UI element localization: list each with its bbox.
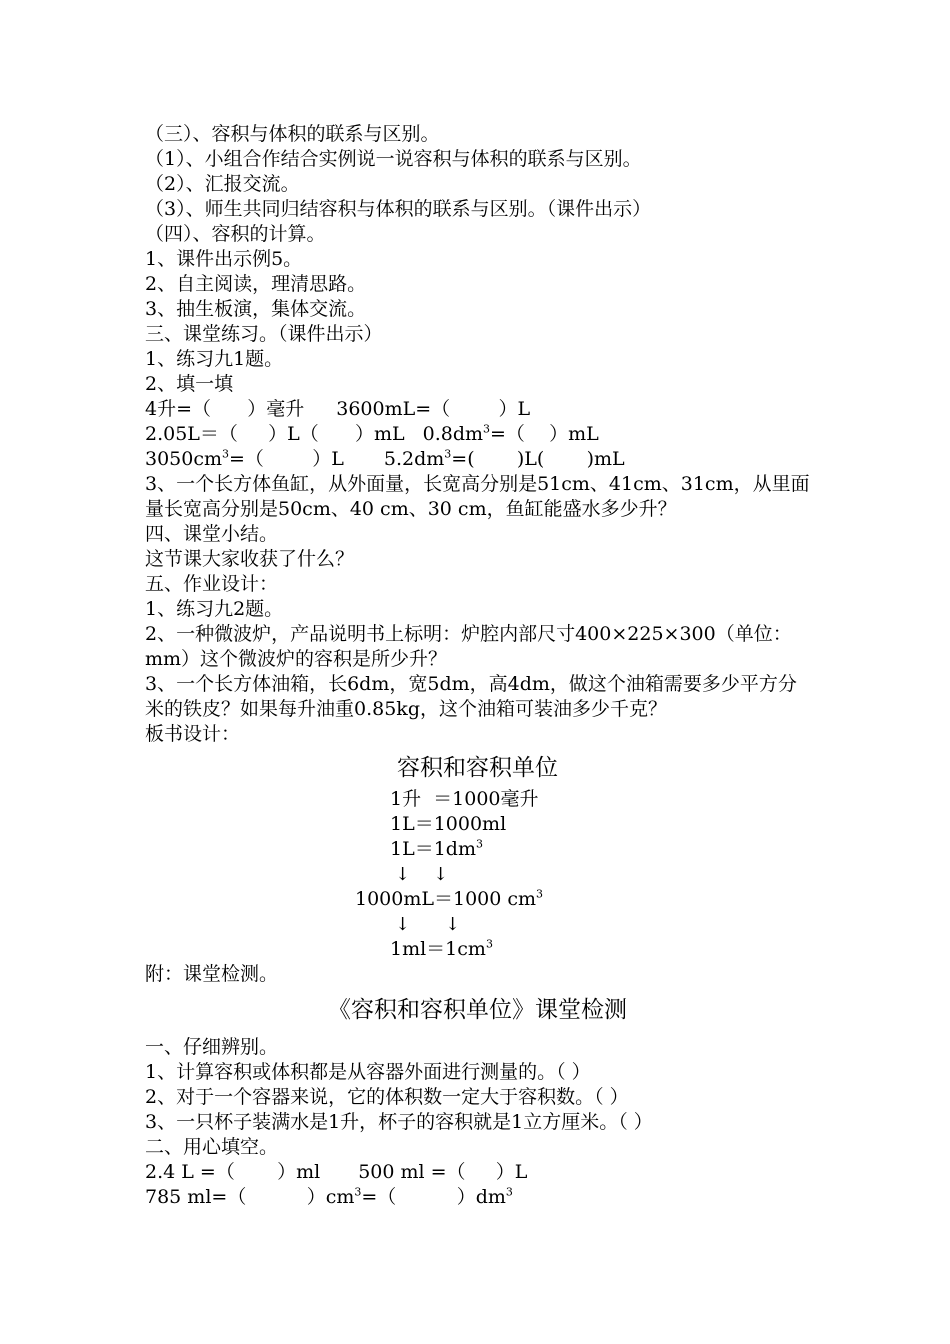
homework-item: 1、练习九2题。 — [145, 598, 284, 620]
fill-item: 5.2dm — [383, 448, 445, 470]
down-arrow-icon: ↓ — [445, 914, 461, 935]
fill-item: =( )L( )mL — [451, 448, 625, 470]
step-line: （1）、小组合作结合实例说一说容积与体积的联系与区别。 — [145, 148, 642, 170]
homework-item: 2、一种微波炉，产品说明书上标明：炉腔内部尺寸400×225×300（单位：mm）这个微波炉的容积是所少升？ — [145, 623, 792, 670]
fill-row-3 — [145, 447, 810, 472]
practice-heading: 三、课堂练习。（课件出示） — [145, 323, 383, 345]
appendix-label: 附：课堂检测。 — [145, 963, 279, 985]
board-line-3 — [145, 837, 810, 862]
board-title: 容积和容积单位 — [397, 755, 558, 781]
board-design-label: 板书设计： — [145, 723, 241, 745]
down-arrow-icon: ↓ — [395, 914, 411, 935]
test-title: 《容积和容积单位》课堂检测 — [328, 997, 627, 1023]
board-line-1 — [145, 787, 810, 812]
superscript: 3 — [444, 447, 452, 461]
homework-item: 3、一个长方体油箱，长6dm，宽5dm，高4dm，做这个油箱需要多少平方分米的铁皮？如果每升油重0.85kg，这个油箱可装油多少千克？ — [145, 673, 797, 720]
superscript: 3 — [483, 422, 491, 436]
board-line-4 — [145, 887, 810, 912]
summary-heading: 四、课堂小结。 — [145, 523, 279, 545]
test-fill-row-2 — [145, 1185, 810, 1210]
practice-question-3: 3、一个长方体鱼缸，从外面量，长宽高分别是51cm、41cm、31cm，从里面量长宽高分别是50cm、40 cm、30 cm，鱼缸能盛水多少升？ — [145, 473, 810, 520]
board-line-2 — [145, 812, 810, 837]
test-item: 1、计算容积或体积都是从容器外面进行测量的。（ ） — [145, 1061, 591, 1083]
test-fill-row-1 — [145, 1160, 810, 1185]
board-line-5 — [145, 937, 810, 962]
fill-item: 500 ml =（ ）L — [358, 1161, 528, 1183]
homework-heading: 五、作业设计： — [145, 573, 279, 595]
summary-question: 这节课大家收获了什么？ — [145, 548, 355, 570]
fill-item: 2.05L＝（ ）L（ ）mL — [145, 423, 405, 445]
board-formula: $1ml=1cm^3$ — [390, 937, 493, 960]
document-page — [145, 122, 810, 1210]
test-section-heading: 一、仔细辨别。 — [145, 1036, 279, 1058]
test-item: 2、对于一个容器来说，它的体积数一定大于容积数。（ ） — [145, 1086, 629, 1108]
down-arrow-icon: ↓ — [395, 864, 411, 885]
board-arrows-1 — [145, 862, 810, 887]
board-formula: 1L＝1000ml — [390, 813, 507, 835]
fill-item: 4升=（ ）毫升 — [145, 398, 305, 420]
fill-item: 3050cm — [145, 448, 223, 470]
step-line: 1、课件出示例5。 — [145, 248, 303, 270]
fill-row-2 — [145, 422, 810, 447]
fill-row-1 — [145, 397, 810, 422]
fill-item: 0.8dm — [422, 423, 484, 445]
section-heading-3: （三）、容积与体积的联系与区别。 — [145, 123, 440, 145]
board-formula: $1L=1dm^3$ — [390, 837, 483, 860]
step-line: 2、自主阅读，理清思路。 — [145, 273, 367, 295]
board-arrows-2 — [145, 912, 810, 937]
superscript: 3 — [354, 1185, 362, 1199]
step-line: 3、抽生板演，集体交流。 — [145, 298, 367, 320]
fill-item: =（ ）dm — [361, 1186, 506, 1208]
fill-item: 785 ml=（ ）cm — [145, 1186, 355, 1208]
superscript: 3 — [222, 447, 230, 461]
test-item: 3、一只杯子装满水是1升，杯子的容积就是1立方厘米。（ ） — [145, 1111, 653, 1133]
fill-item: =（ ）L — [229, 448, 344, 470]
superscript: 3 — [505, 1185, 513, 1199]
step-line: （3）、师生共同归结容积与体积的联系与区别。（课件出示） — [145, 198, 652, 220]
fill-item: =（ ）mL — [490, 423, 599, 445]
test-section-heading: 二、用心填空。 — [145, 1136, 279, 1158]
fill-item: 2.4 L =（ ）ml — [145, 1161, 321, 1183]
fill-item: 3600mL=（ ）L — [336, 398, 531, 420]
practice-item: 1、练习九1题。 — [145, 348, 284, 370]
section-heading-4: （四）、容积的计算。 — [145, 223, 326, 245]
step-line: （2）、汇报交流。 — [145, 173, 300, 195]
board-formula: 1升 ＝1000毫升 — [390, 788, 539, 810]
board-formula: 1000mL＝1000 $cm^3$ — [355, 887, 544, 910]
down-arrow-icon: ↓ — [433, 864, 449, 885]
practice-item: 2、填一填 — [145, 373, 234, 395]
